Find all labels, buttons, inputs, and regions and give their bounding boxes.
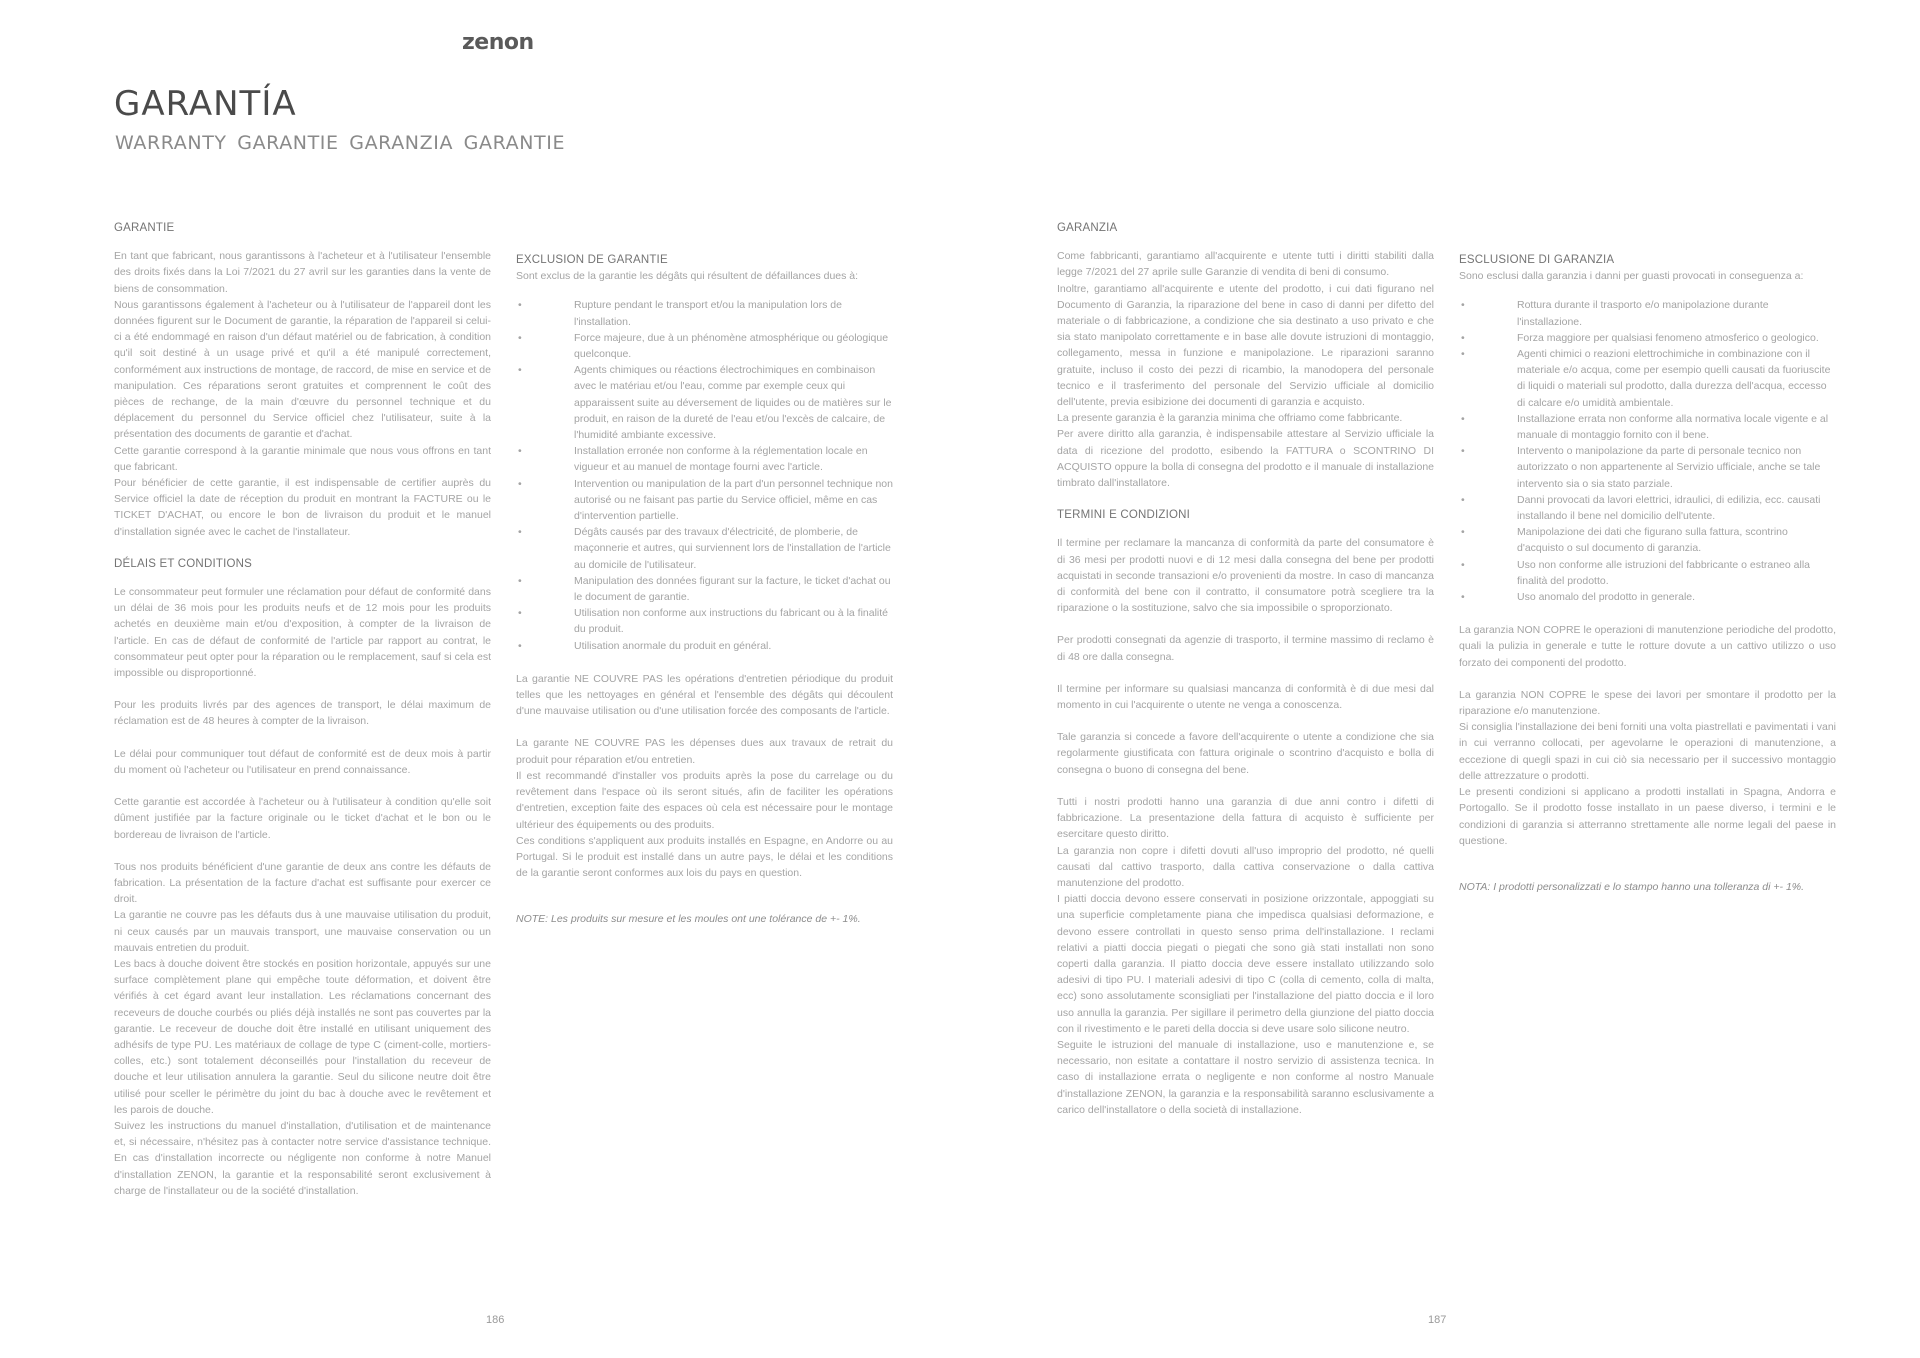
fr-intro-block xyxy=(114,248,491,540)
paragraph: Tous nos produits bénéficient d'une garantie de deux ans contre les défauts de fabrication. La présentation de la facture d'achat est suffisante pour exercer ce droit. xyxy=(114,860,491,906)
list-item: • Agenti chimici o reazioni elettrochimiche in combinazione con il materiale e/o acqua, come per esempio quelli causati da fuoriuscite di liquidi o materiali sul prodotto, dalla durezza dell'acqua, eccesso di calcare e/o umidità ambientale. xyxy=(1459,346,1836,411)
list-item: • Danni provocati da lavori elettrici, idraulici, di edilizia, ecc. causati installando il bene nel domicilio dell'utente. xyxy=(1459,492,1836,524)
list-item: • Forza maggiore per qualsiasi fenomeno atmosferico o geologico. xyxy=(1459,330,1836,346)
paragraph: Seguite le istruzioni del manuale di installazione, uso e manutenzione e, se necessario, non esitate a contattare il nostro servizio di assistenza tecnica. In caso di installazione errata o negligente e non conforme al nostro Manuale d'installazione ZENON, la garanzia e la responsabilità saranno esclusivamente a carico dell'installatore o della società di installazione. xyxy=(1057,1038,1434,1116)
fr-warranty-column xyxy=(114,220,491,1199)
paragraph: Le presenti condizioni si applicano a prodotti installati in Spagna, Andorra e Portogallo. Se il prodotto fosse installato in un paese diverso, i termini e le condizioni di garanzia si atterranno strettamente alle norme legali del paese in questione. xyxy=(1459,786,1836,847)
list-item: • Force majeure, due à un phénomène atmosphérique ou géologique quelconque. xyxy=(516,330,893,362)
paragraph: Ces conditions s'appliquent aux produits installés en Espagne, en Andorre ou au Portugal. Si le produit est installé dans un autre pays, le délai et les conditions de la garantie seront conformes aux lois du pays en question. xyxy=(516,834,893,880)
paragraph: En tant que fabricant, nous garantissons à l'acheteur et à l'utilisateur l'ensemble des droits fixés dans la Loi 7/2021 du 27 avril sur les garanties dans la vente de biens de consommation. xyxy=(114,250,491,295)
it-intro-block xyxy=(1057,248,1434,491)
zenon-logo: zenon xyxy=(462,30,534,55)
paragraph: I piatti doccia devono essere conservati in posizione orizzontale, appoggiati su una superficie completamente piana che impedisca qualsiasi deformazione, e devono essere controllati in questo senso prima dell'installazione. I reclami relativi a piatti doccia piegati o piegati che sono già stati installati non sono coperti dalla garanzia. Il piatto doccia deve essere installato utilizzando solo adesivi di tipo PU. I materiali adesivi di tipo C (colla di cemento, colla di malta, ecc) sono assolutamente sconsigliati per l'installazione del piatto doccia e il loro uso annulla la garanzia. Per sigillare il perimetro della giunzione del piatto doccia con il rivestimento e le pareti della doccia si deve usare solo silicone neutro. xyxy=(1057,893,1434,1035)
paragraph: Cette garantie correspond à la garantie minimale que nous vous offrons en tant que fabricant. xyxy=(114,444,491,473)
list-item: • Uso anomalo del prodotto in generale. xyxy=(1459,589,1836,605)
paragraph: Le consommateur peut formuler une réclamation pour défaut de conformité dans un délai de 36 mois pour les produits neufs et de 12 mois pour les produits achetés en deuxième main et/ou d'exposition, à compter de la livraison de l'article. En cas de défaut de conformité de l'article par rapport au contrat, le consommateur peut opter pour la réparation ou le remplacement, sauf si cela est impossible ou disproportionné. xyxy=(114,586,491,680)
paragraph: La garante NE COUVRE PAS les dépenses dues aux travaux de retrait du produit pour réparation et/ou entretien. xyxy=(516,737,893,766)
paragraph: La garantie NE COUVRE PAS les opérations d'entretien périodique du produit telles que les nettoyages en général et l'ensemble des dégâts qui découlent d'une mauvaise utilisation ou d'une utilisation forcée des composants de l'article. xyxy=(516,672,893,718)
fr-exclusion-list xyxy=(516,297,893,653)
page-title: GARANTÍA xyxy=(114,84,297,124)
paragraph: Sono esclusi dalla garanzia i danni per guasti provocati in conseguenza a: xyxy=(1459,270,1804,283)
paragraph: Tale garanzia si concede a favore dell'acquirente o utente a condizione che sia regolarmente giustificata con fattura originale o scontrino d'acquisto e bolla di consegna o buono di consegna del bene. xyxy=(1057,731,1434,776)
paragraph: Le délai pour communiquer tout défaut de conformité est de deux mois à partir du moment où l'acheteur ou l'utilisateur en prend connaissance. xyxy=(114,747,491,776)
list-item: • Utilisation non conforme aux instructions du fabricant ou à la finalité du produit. xyxy=(516,605,893,637)
list-item: • Manipulation des données figurant sur la facture, le ticket d'achat ou le document de garantie. xyxy=(516,573,893,605)
fr-garantie-heading: GARANTIE xyxy=(114,222,175,234)
paragraph: Cette garantie est accordée à l'acheteur ou à l'utilisateur à condition qu'elle soit dûment justifiée par la facture originale ou le ticket d'achat et le bon ou le bordereau de livraison de l'article. xyxy=(114,796,491,841)
paragraph: Nous garantissons également à l'acheteur ou à l'utilisateur de l'appareil dont les données figurent sur le Document de garantie, la réparation de l'appareil si celui-ci a été endommagé en raison d'un défaut matériel ou de fabrication, à condition qu'il soit destiné à un usage privé et qu'il a été manipulé correctement, conformément aux instructions de montage, de raccord, de mise en service et de manipulation. Ces réparations seront gratuites et comprennent le coût des pièces de rechange, de la main d'œuvre du personnel technique et du déplacement du personnel du Service officiel chez l'utilisateur, suite à la présentation des documents de garantie et d'achat. xyxy=(114,298,491,441)
list-item: • Dégâts causés par des travaux d'électricité, de plomberie, de maçonnerie et autres, qui surviennent lors de l'installation de l'article au domicile de l'utilisateur. xyxy=(516,524,893,573)
page-number-right: 187 xyxy=(1428,1314,1447,1326)
it-termini-heading: TERMINI E CONDIZIONI xyxy=(1057,509,1191,522)
paragraph: La garanzia NON COPRE le spese dei lavori per smontare il prodotto per la riparazione e/o manutenzione. xyxy=(1459,688,1836,718)
list-item: • Utilisation anormale du produit en général. xyxy=(516,638,893,654)
fr-exclusion-column xyxy=(516,252,893,928)
fr-exclusion-heading: EXCLUSION DE GARANTIE xyxy=(516,254,668,266)
paragraph: Come fabbricanti, garantiamo all'acquirente e utente tutti i diritti stabiliti dalla legge 7/2021 del 27 aprile sulle Garanzie di vendita di beni di consumo. xyxy=(1057,250,1434,279)
paragraph: Pour les produits livrés par des agences de transport, le délai maximum de réclamation est de 48 heures à compter de la livraison. xyxy=(114,699,491,728)
paragraph: Per avere diritto alla garanzia, è indispensabile attestare al Servizio ufficiale la data di ricezione del prodotto, esibendo la FATTURA o SCONTRINO DI ACQUISTO oppure la bolla di consegna del prodotto e il manuale di installazione timbrato dall'installatore. xyxy=(1057,428,1434,490)
list-item: • Rottura durante il trasporto e/o manipolazione durante l'installazione. xyxy=(1459,297,1836,329)
it-garanzia-heading: GARANZIA xyxy=(1057,222,1118,234)
list-item: • Agents chimiques ou réactions électrochimiques en combinaison avec le matériau et/ou l'eau, comme par exemple ceux qui apparaissent suite au déversement de liquides ou de matières sur le produit, en raison de la dureté de l'eau et/ou l'excès de calcaire, de l'humidité ambiante excessive. xyxy=(516,362,893,443)
paragraph: Pour bénéficier de cette garantie, il est indispensable de certifier auprès du Service officiel la date de réception du produit en montrant la FACTURE ou le TICKET D'ACHAT, ou encore le bon de livraison du produit et le manuel d'installation signée avec le cachet de l'installateur. xyxy=(114,477,491,538)
list-item: • Uso non conforme alle istruzioni del fabbricante o estraneo alla finalità del prodotto. xyxy=(1459,557,1836,589)
it-exclusion-list xyxy=(1459,297,1836,605)
paragraph: Tutti i nostri prodotti hanno una garanzia di due anni contro i difetti di fabbricazione. La presentazione della fattura di acquisto è sufficiente per esercitare questo diritto. xyxy=(1057,795,1434,841)
paragraph: Per prodotti consegnati da agenzie di trasporto, il termine massimo di reclamo è di 48 ore dalla consegna. xyxy=(1057,634,1434,663)
paragraph: Sont exclus de la garantie les dégâts qui résultent de défaillances dues à: xyxy=(516,270,859,283)
paragraph: Il termine per reclamare la mancanza di conformità da parte del consumatore è di 36 mesi per prodotti nuovi e di 12 mesi dalla consegna del bene per prodotti acquistati in seconde transazioni e/o provenienti da mostre. In caso di mancanza di conformità del bene con il contratto, il consumatore potrà scegliere tra la riparazione o la sostituzione, salvo che sia impossibile o sproporzionato. xyxy=(1057,537,1434,615)
paragraph: Il termine per informare su qualsiasi mancanza di conformità è di due mesi dal momento in cui l'acquirente o utente ne venga a conoscenza. xyxy=(1057,682,1434,712)
list-item: • Intervento o manipolazione da parte di personale tecnico non autorizzato o non appartenente al Servizio ufficiale, anche se tale intervento sia o sia stato parziale. xyxy=(1459,443,1836,492)
list-item: • Rupture pendant le transport et/ou la manipulation lors de l'installation. xyxy=(516,297,893,329)
paragraph: Suivez les instructions du manuel d'installation, d'utilisation et de maintenance et, si nécessaire, n'hésitez pas à contacter notre service d'assistance technique. En cas d'installation incorrecte ou négligente non conforme à notre Manuel d'installation ZENON, la garantie et la responsabilité seront exclusivement à charge de l'installateur ou de la société d'installation. xyxy=(114,1119,491,1197)
it-tolerance-note: NOTA: I prodotti personalizzati e lo stampo hanno una tolleranza di +- 1%. xyxy=(1459,880,1805,893)
it-exclusion-heading: ESCLUSIONE DI GARANZIA xyxy=(1459,254,1615,266)
paragraph: Inoltre, garantiamo all'acquirente e utente del prodotto, i cui dati figurano nel Documento di Garanzia, la riparazione del bene in caso di danni per difetto del materiale o di fabbricazione, a condizione che sia destinato a uso privato e che sia stato manipolato correttamente e in base alle dovute istruzioni di montaggio, collegamento, messa in funzione e manipolazione. Le riparazioni saranno gratuite, incluso il costo dei pezzi di ricambio, la manodopera del personale tecnico e il trasferimento del personale del Servizio ufficiale al domicilio dell'utente, previa esibizione dei documenti di garanzia e acquisto. xyxy=(1057,282,1434,409)
list-item: • Intervention ou manipulation de la part d'un personnel technique non autorisé ou ne faisant pas partie du Service officiel, même en cas d'intervention partielle. xyxy=(516,476,893,525)
list-item: • Installazione errata non conforme alla normativa locale vigente e al manuale di montaggio fornito con il bene. xyxy=(1459,411,1836,443)
paragraph: Si consiglia l'installazione dei beni forniti una volta piastrellati e pavimentati i vani in cui verranno collocati, per agevolarne le operazioni di manutenzione, a eccezione di quegli spazi in cui ciò sia necessario per il successivo montaggio delle attrezzature o prodotti. xyxy=(1459,721,1836,782)
paragraph: La garantie ne couvre pas les défauts dus à une mauvaise utilisation du produit, ni ceux causés par un mauvais transport, une mauvaise conservation ou un mauvais entretien du produit. xyxy=(114,909,491,954)
list-item: • Installation erronée non conforme à la réglementation locale en vigueur et au manuel de montage fourni avec l'article. xyxy=(516,443,893,475)
it-warranty-column xyxy=(1057,220,1434,1118)
paragraph: Les bacs à douche doivent être stockés en position horizontale, appuyés sur une surface complètement plane qui empêche toute déformation, et doivent être vérifiés à cet égard avant leur installation. Les réclamations concernant des receveurs de douche courbés ou pliés déjà installés ne sont pas couvertes par la garantie. Le receveur de douche doit être installé en utilisant uniquement des adhésifs de type PU. Les matériaux de collage de type C (ciment-colle, mortiers-colles, etc.) sont totalement déconseillés pour l'installation du receveur de douche et leur utilisation annulera la garantie. Seul du silicone neutre doit être utilisé pour sceller le périmètre du joint du bac à douche avec le revêtement et les parois de douche. xyxy=(114,957,491,1116)
paragraph: La garanzia non copre i difetti dovuti all'uso improprio del prodotto, né quelli causati dal cattivo trasporto, dalla cattiva conservazione o dalla cattiva manutenzione del prodotto. xyxy=(1057,844,1434,889)
paragraph: La presente garanzia è la garanzia minima che offriamo come fabbricante. xyxy=(1057,412,1403,425)
it-exclusion-column xyxy=(1459,252,1836,895)
paragraph: Il est recommandé d'installer vos produits après la pose du carrelage ou du revêtement dans l'espace où ils seront situés, afin de faciliter les opérations d'entretien, exception faite des espaces où cela est nécessaire pour le montage ultérieur des équipements ou des produits. xyxy=(516,769,893,831)
page-number-left: 186 xyxy=(486,1314,505,1326)
page-subtitle: WARRANTY GARANTIE GARANZIA GARANTIE xyxy=(115,132,566,154)
fr-tolerance-note: NOTE: Les produits sur mesure et les moules ont une tolérance de +- 1%. xyxy=(516,913,861,926)
fr-delais-heading: DÉLAIS ET CONDITIONS xyxy=(114,557,252,570)
paragraph: La garanzia NON COPRE le operazioni di manutenzione periodiche del prodotto, quali la pulizia in generale e tutte le rotture dovute a un cattivo utilizzo o uso forzato dei componenti del prodotto. xyxy=(1459,624,1836,669)
list-item: • Manipolazione dei dati che figurano sulla fattura, scontrino d'acquisto o sul documento di garanzia. xyxy=(1459,524,1836,556)
